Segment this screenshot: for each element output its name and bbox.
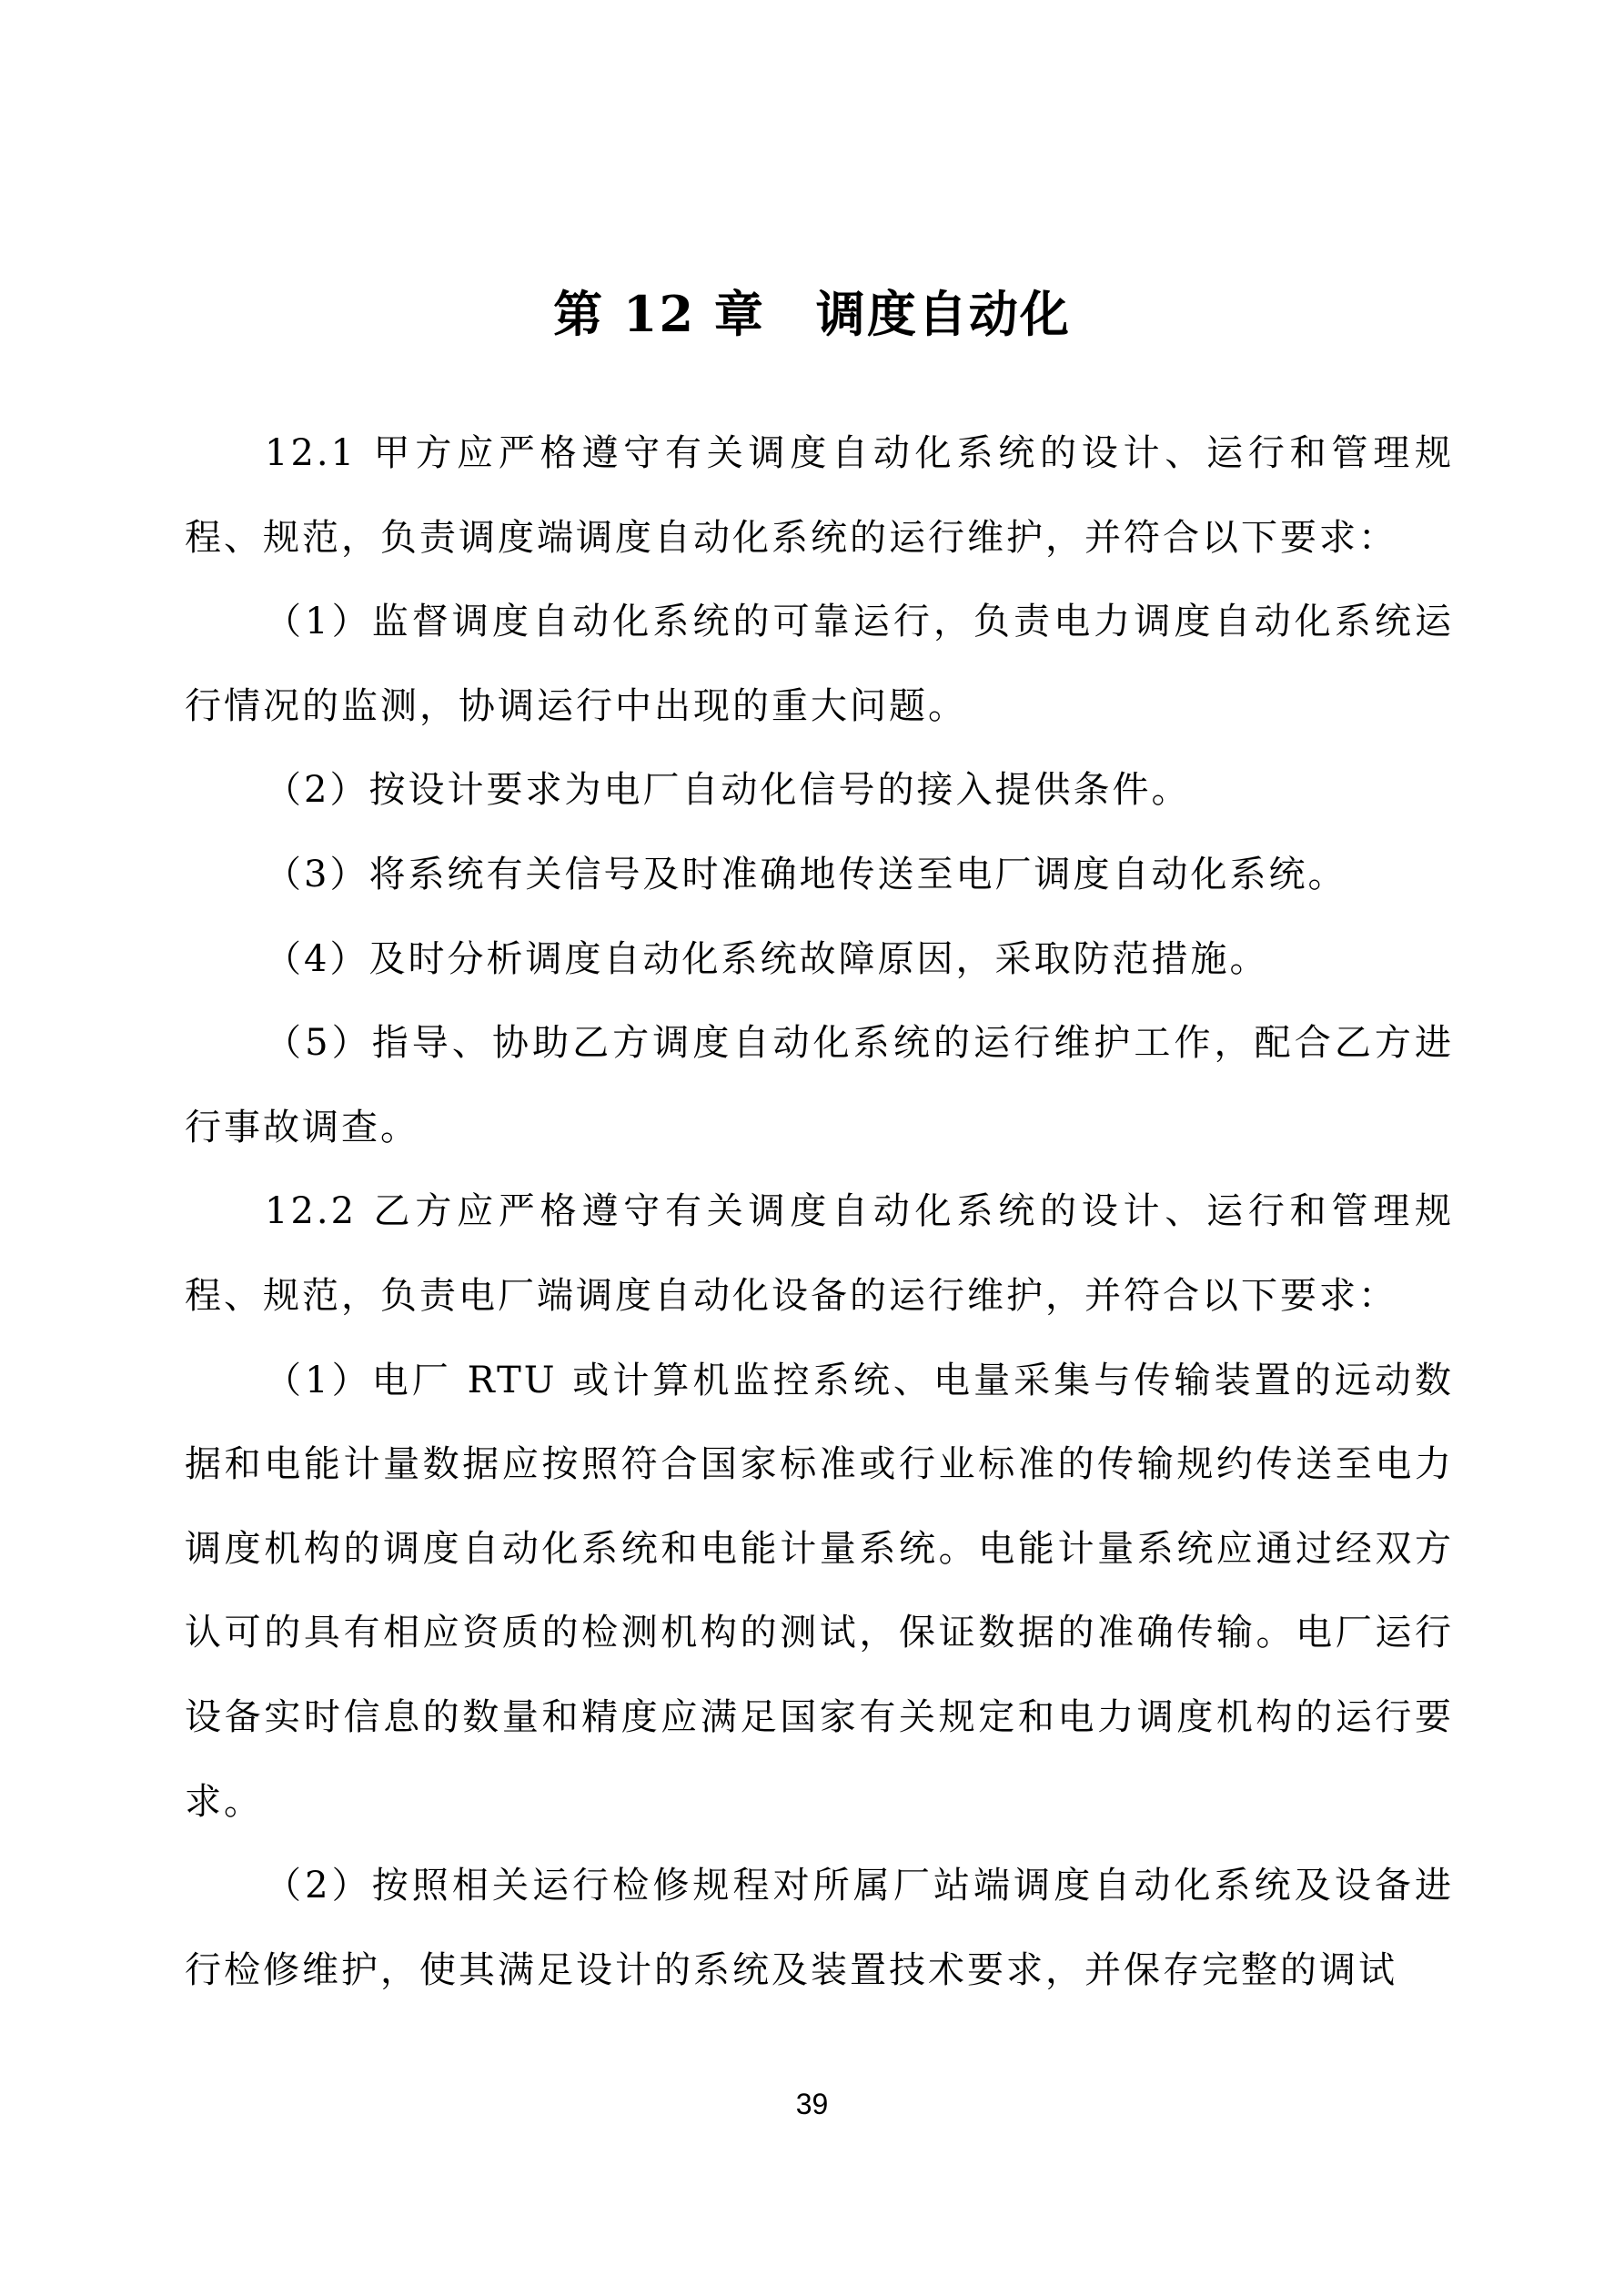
- paragraph-12-2-item-1: （1）电厂 RTU 或计算机监控系统、电量采集与传输装置的远动数据和电能计量数据应按照符合国家标准或行业标准的传输规约传送至电力调度机构的调度自动化系统和电能计量系统。电能计量系统应通过经双方认可的具有相应资质的检测机构的测试，保证数据的准确传输。电厂运行设备实时信息的数量和精度应满足国家有关规定和电力调度机构的运行要求。: [185, 1359, 1454, 1823]
- paragraph-12-1-item-1: （1）监督调度自动化系统的可靠运行，负责电力调度自动化系统运行情况的监测，协调运行中出现的重大问题。: [185, 601, 1454, 727]
- body-text: [185, 411, 1454, 2012]
- paragraph-12-1-item-4: （4）及时分析调度自动化系统故障原因，采取防范措施。: [265, 937, 1269, 980]
- paragraph-12-2: 12.2 乙方应严格遵守有关调度自动化系统的设计、运行和管理规程、规范，负责电厂端调度自动化设备的运行维护，并符合以下要求：: [185, 1190, 1454, 1317]
- paragraph-12-1-item-2: （2）按设计要求为电厂自动化信号的接入提供条件。: [265, 769, 1191, 812]
- paragraph-12-1-item-5: （5）指导、协助乙方调度自动化系统的运行维护工作，配合乙方进行事故调查。: [185, 1022, 1454, 1148]
- paragraph-12-2-item-2: （2）按照相关运行检修规程对所属厂站端调度自动化系统及设备进行检修维护，使其满足设计的系统及装置技术要求，并保存完整的调试: [185, 1865, 1454, 1991]
- chapter-title: 第 12 章 调度自动化: [553, 285, 1071, 343]
- paragraph-12-1-item-3: （3）将系统有关信号及时准确地传送至电厂调度自动化系统。: [265, 853, 1347, 895]
- paragraph-12-1: 12.1 甲方应严格遵守有关调度自动化系统的设计、运行和管理规程、规范，负责调度端调度自动化系统的运行维护，并符合以下要求：: [185, 432, 1454, 559]
- page-number: 39: [795, 2088, 829, 2120]
